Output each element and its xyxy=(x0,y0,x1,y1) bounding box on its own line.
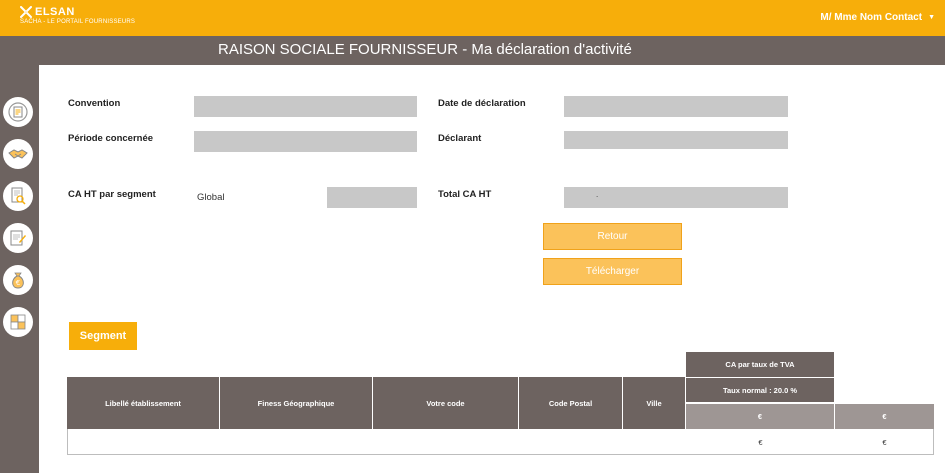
page-title: RAISON SOCIALE FOURNISSEUR - Ma déclaration d'activité xyxy=(218,41,632,58)
tva-header: CA par taux de TVA xyxy=(686,352,835,377)
elsan-logo-icon xyxy=(20,6,32,18)
sidebar-item-tools[interactable] xyxy=(3,307,33,337)
euro-header-2: € xyxy=(835,403,934,429)
handshake-icon xyxy=(7,143,29,165)
date-input[interactable] xyxy=(564,96,788,117)
main-content xyxy=(39,65,945,473)
tab-segment[interactable]: Segment xyxy=(69,322,137,350)
ca-segment-field[interactable] xyxy=(327,187,417,208)
convention-field[interactable] xyxy=(194,96,417,117)
elsan-logo[interactable] xyxy=(20,6,135,25)
svg-text:€: € xyxy=(15,279,21,287)
sidebar-item-finance[interactable] xyxy=(3,265,33,295)
sidebar xyxy=(0,65,39,473)
total-ca-label: Total CA HT xyxy=(438,189,492,200)
ca-segment-input[interactable] xyxy=(327,187,417,208)
title-bar xyxy=(0,36,945,65)
convention-input[interactable] xyxy=(194,96,417,117)
money-bag-icon xyxy=(7,269,29,291)
date-label: Date de déclaration xyxy=(438,98,526,109)
sidebar-item-search[interactable] xyxy=(3,181,33,211)
retour-button[interactable]: Retour xyxy=(543,223,682,250)
declarant-input[interactable] xyxy=(564,132,788,150)
brand-tagline: SACHA - LE PORTAIL FOURNISSEURS xyxy=(20,19,136,25)
top-bar xyxy=(0,0,945,36)
ca-segment-label: CA HT par segment xyxy=(68,189,156,200)
euro-header-1: € xyxy=(686,403,835,429)
convention-label: Convention xyxy=(68,98,121,109)
document-circle-icon xyxy=(7,101,29,123)
sidebar-item-declaration[interactable] xyxy=(3,223,33,253)
column-finess: Finess Géographique xyxy=(220,377,373,429)
ca-segment-name: Global xyxy=(197,192,225,203)
user-name: M/ Mme Nom Contact xyxy=(820,12,923,23)
total-ca-field xyxy=(564,187,788,208)
periode-input[interactable] xyxy=(194,131,417,152)
column-ville: Ville xyxy=(623,377,686,429)
chevron-down-icon: ▼ xyxy=(928,14,935,21)
row-euro-1: € xyxy=(758,437,763,447)
tva-rate-header: Taux normal : 20.0 % xyxy=(686,377,835,402)
puzzle-icon xyxy=(7,311,29,333)
periode-field[interactable] xyxy=(194,131,417,152)
search-document-icon xyxy=(7,185,29,207)
declarant-field[interactable] xyxy=(564,131,788,149)
date-field[interactable] xyxy=(564,96,788,117)
edit-document-icon xyxy=(7,227,29,249)
column-code-postal: Code Postal xyxy=(519,377,623,429)
total-ca-value: . xyxy=(596,190,599,199)
column-libelle: Libellé établissement xyxy=(67,377,220,429)
row-euro-2: € xyxy=(882,437,887,447)
brand-name: ELSAN xyxy=(35,6,75,18)
sidebar-item-documents[interactable] xyxy=(3,97,33,127)
column-votre-code: Votre code xyxy=(373,377,519,429)
declarant-label: Déclarant xyxy=(438,133,482,144)
user-menu[interactable] xyxy=(820,12,935,23)
periode-label: Période concernée xyxy=(68,133,154,144)
sidebar-item-conventions[interactable] xyxy=(3,139,33,169)
telecharger-button[interactable]: Télécharger xyxy=(543,258,682,285)
